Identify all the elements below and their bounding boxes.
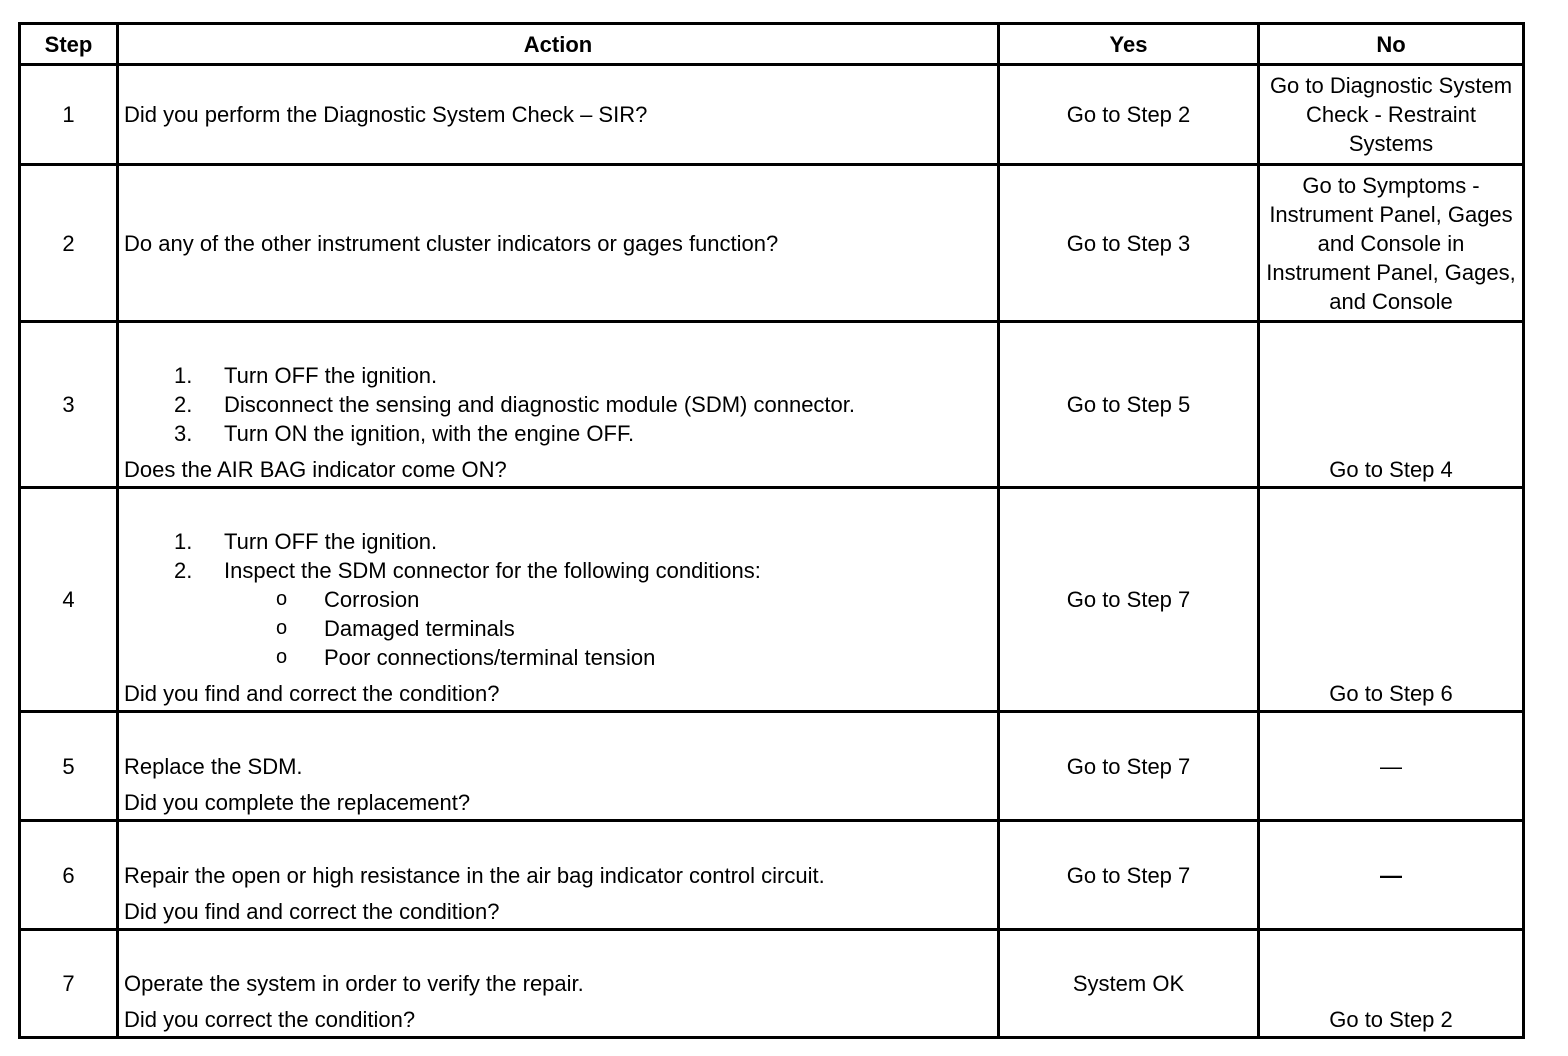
list-item [124,390,992,419]
list-number: 1. [174,363,193,388]
header-row [20,24,1524,65]
list-item [124,527,992,556]
step-number: 7 [20,930,118,1038]
step-number: 1 [20,65,118,165]
no-cell: Go to Step 4 [1259,322,1524,488]
header-step: Step [20,24,118,65]
table-row [20,930,1524,1038]
question-text: Did you correct the condition? [124,1007,416,1032]
header-yes: Yes [999,24,1259,65]
list-number: 1. [174,529,193,554]
diagnostic-table [18,22,1525,1039]
list-text: Turn OFF the ignition. [224,529,438,554]
step-number: 4 [20,488,118,712]
list-number: 2. [174,392,193,417]
table-row [20,821,1524,930]
list-text: Corrosion [324,587,420,612]
condition-list [124,585,992,672]
action-text: Repair the open or high resistance in the air bag indicator control circuit. [124,862,825,888]
action-cell [118,322,999,488]
bullet-icon: o [276,646,288,668]
yes-cell: Go to Step 7 [999,488,1259,712]
table-row [20,322,1524,488]
header-no: No [1259,24,1524,65]
no-cell: — [1259,821,1524,930]
list-text: Turn ON the ignition, with the engine OFF. [224,421,635,446]
list-text: Disconnect the sensing and diagnostic module (SDM) connector. [224,392,856,417]
yes-cell: Go to Step 2 [999,65,1259,165]
action-cell [118,821,999,930]
list-item [124,614,992,643]
step-number: 3 [20,322,118,488]
no-cell: Go to Step 2 [1259,930,1524,1038]
action-text: Did you perform the Diagnostic System Check – SIR? [118,65,999,165]
list-text: Inspect the SDM connector for the following conditions: [224,558,761,583]
bullet-icon: o [276,588,288,610]
list-number: 3. [174,421,193,446]
table-row [20,65,1524,165]
step-number: 2 [20,165,118,322]
header-action: Action [118,24,999,65]
list-text: Poor connections/terminal tension [324,645,656,670]
step-number: 5 [20,712,118,821]
question-text: Did you complete the replacement? [124,790,471,815]
action-text: Replace the SDM. [124,753,303,779]
step-number: 6 [20,821,118,930]
list-text: Damaged terminals [324,616,515,641]
numbered-steps [124,527,992,585]
question-text: Does the AIR BAG indicator come ON? [124,457,507,482]
numbered-steps [124,361,992,448]
yes-cell: System OK [999,930,1259,1038]
action-text: Do any of the other instrument cluster indicators or gages function? [118,165,999,322]
yes-cell: Go to Step 7 [999,712,1259,821]
yes-cell: Go to Step 3 [999,165,1259,322]
no-cell: — [1259,712,1524,821]
yes-cell: Go to Step 7 [999,821,1259,930]
no-cell: Go to Step 6 [1259,488,1524,712]
list-item [124,585,992,614]
action-cell [118,712,999,821]
table-row [20,165,1524,322]
yes-cell: Go to Step 5 [999,322,1259,488]
table-row [20,488,1524,712]
no-cell: Go to Symptoms - Instrument Panel, Gages and Console in Instrument Panel, Gages, and Console [1259,165,1524,322]
bullet-icon: o [276,617,288,639]
list-item [124,643,992,672]
list-item [124,361,992,390]
list-number: 2. [174,558,193,583]
table-row [20,712,1524,821]
list-item [124,556,992,585]
question-text: Did you find and correct the condition? [124,899,500,924]
action-cell [118,488,999,712]
action-cell [118,930,999,1038]
action-text: Operate the system in order to verify the repair. [124,971,584,996]
question-text: Did you find and correct the condition? [124,681,500,706]
list-item [124,419,992,448]
list-text: Turn OFF the ignition. [224,363,438,388]
no-cell: Go to Diagnostic System Check - Restraint Systems [1259,65,1524,165]
